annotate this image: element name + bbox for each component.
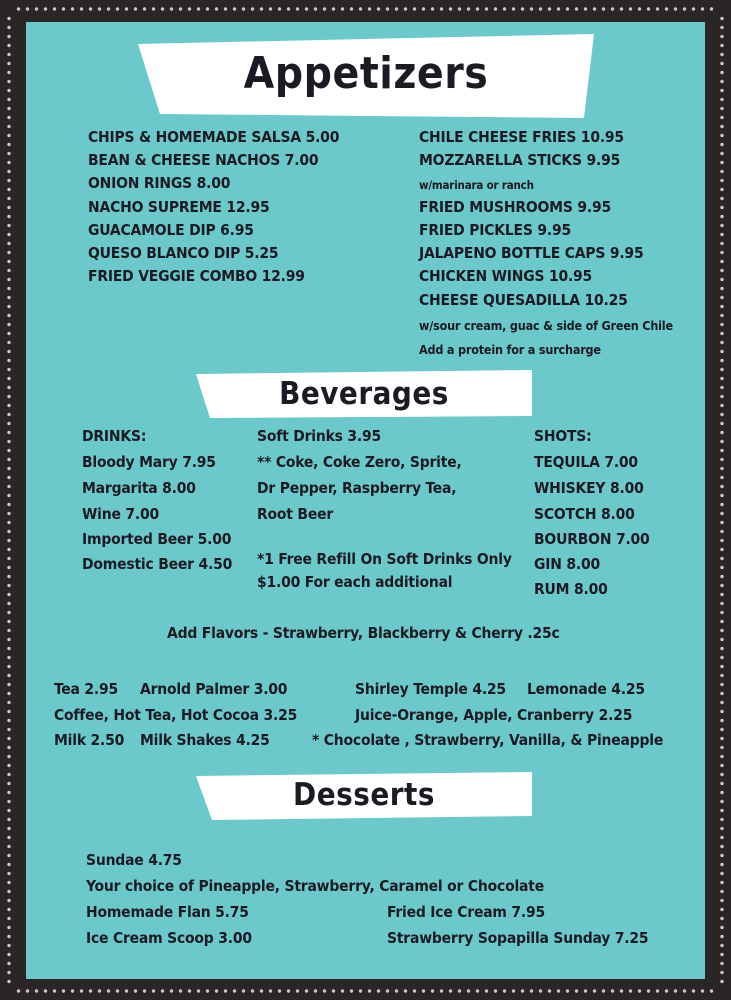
appetizers-banner <box>138 34 594 118</box>
beverage-item: Tea 2.95 <box>54 680 118 698</box>
dotted-border-bottom <box>14 986 717 996</box>
desserts-title: Desserts <box>293 777 435 813</box>
beverage-item: Lemonade 4.25 <box>527 680 645 698</box>
drink-item: Imported Beer 5.00 <box>82 530 232 548</box>
dessert-item: Fried Ice Cream 7.95 <box>387 903 546 921</box>
beverages-title: Beverages <box>279 376 449 412</box>
shot-item: WHISKEY 8.00 <box>534 479 644 497</box>
dessert-note: Your choice of Pineapple, Strawberry, Caramel or Chocolate <box>86 877 544 895</box>
shot-item: GIN 8.00 <box>534 555 600 573</box>
beverage-item: Milk 2.50 <box>54 731 125 749</box>
milkshake-flavors: * Chocolate , Strawberry, Vanilla, & Pineapple <box>312 731 664 749</box>
shot-item: TEQUILA 7.00 <box>534 453 638 471</box>
dessert-item: Homemade Flan 5.75 <box>86 903 249 921</box>
shot-item: SCOTCH 8.00 <box>534 505 635 523</box>
appetizer-item: ONION RINGS 8.00 <box>88 174 231 192</box>
appetizer-note: w/marinara or ranch <box>419 178 534 192</box>
shot-item: BOURBON 7.00 <box>534 530 650 548</box>
soft-drinks-list: Root Beer <box>257 505 334 523</box>
dessert-item: Ice Cream Scoop 3.00 <box>86 929 252 947</box>
soft-drinks-list: ** Coke, Coke Zero, Sprite, <box>257 453 462 471</box>
drink-item: Domestic Beer 4.50 <box>82 555 233 573</box>
appetizer-item: CHICKEN WINGS 10.95 <box>419 267 593 285</box>
beverage-item: Shirley Temple 4.25 <box>355 680 506 698</box>
appetizer-item: CHIPS & HOMEMADE SALSA 5.00 <box>88 128 340 146</box>
flavors-note: Add Flavors - Strawberry, Blackberry & Cherry .25c <box>167 624 560 642</box>
beverages-banner <box>196 370 532 418</box>
soft-drinks-item: Soft Drinks 3.95 <box>257 427 382 445</box>
drink-item: Margarita 8.00 <box>82 479 196 497</box>
dessert-item: Strawberry Sopapilla Sunday 7.25 <box>387 929 649 947</box>
appetizer-item: FRIED PICKLES 9.95 <box>419 221 571 239</box>
beverage-item: Arnold Palmer 3.00 <box>140 680 288 698</box>
dotted-border-top <box>14 4 717 14</box>
drink-item: Bloody Mary 7.95 <box>82 453 216 471</box>
desserts-banner <box>196 772 532 820</box>
beverage-item: Juice-Orange, Apple, Cranberry 2.25 <box>355 706 633 724</box>
dessert-item: Sundae 4.75 <box>86 851 182 869</box>
appetizer-note: w/sour cream, guac & side of Green Chile <box>419 318 673 333</box>
appetizer-item: MOZZARELLA STICKS 9.95 <box>419 151 621 169</box>
dotted-border-left <box>4 14 14 986</box>
refill-note: $1.00 For each additional <box>257 573 453 591</box>
appetizer-item: FRIED MUSHROOMS 9.95 <box>419 198 611 216</box>
appetizer-item: FRIED VEGGIE COMBO 12.99 <box>88 267 305 285</box>
drinks-heading: DRINKS: <box>82 427 147 445</box>
appetizer-item: CHILE CHEESE FRIES 10.95 <box>419 128 624 146</box>
appetizer-item: JALAPENO BOTTLE CAPS 9.95 <box>419 244 644 262</box>
appetizer-item: GUACAMOLE DIP 6.95 <box>88 221 254 239</box>
drink-item: Wine 7.00 <box>82 505 160 523</box>
appetizer-item: CHEESE QUESADILLA 10.25 <box>419 291 628 309</box>
beverage-item: Milk Shakes 4.25 <box>140 731 270 749</box>
shot-item: RUM 8.00 <box>534 580 608 598</box>
soft-drinks-list: Dr Pepper, Raspberry Tea, <box>257 479 457 497</box>
appetizer-item: QUESO BLANCO DIP 5.25 <box>88 244 279 262</box>
appetizer-item: NACHO SUPREME 12.95 <box>88 198 270 216</box>
dotted-border-right <box>717 14 727 986</box>
menu-panel <box>26 22 705 979</box>
appetizers-title: Appetizers <box>243 48 489 99</box>
beverage-item: Coffee, Hot Tea, Hot Cocoa 3.25 <box>54 706 298 724</box>
shots-heading: SHOTS: <box>534 427 592 445</box>
appetizer-note: Add a protein for a surcharge <box>419 342 601 357</box>
appetizer-item: BEAN & CHEESE NACHOS 7.00 <box>88 151 319 169</box>
refill-note: *1 Free Refill On Soft Drinks Only <box>257 550 512 568</box>
